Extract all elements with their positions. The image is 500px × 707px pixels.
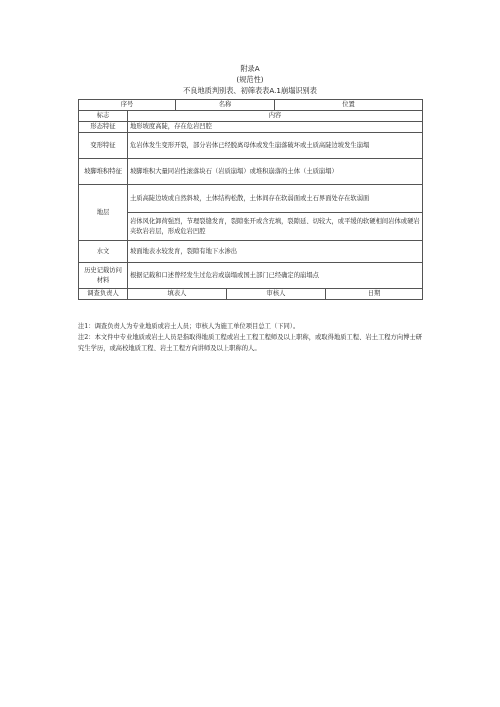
note-1: 注1：调查负责人为专业地质或岩土人员；审核人为施工单位项目总工（下同）。 bbox=[78, 323, 300, 330]
table-title: 不良地质判别表、初筛表表A.1崩塌识别表 bbox=[183, 86, 317, 95]
row-label: 历史记载访问材料 bbox=[79, 263, 128, 289]
signature-row bbox=[79, 289, 423, 300]
reviewer-label: 审核人 bbox=[227, 289, 326, 300]
notes bbox=[78, 321, 423, 354]
row-label: 水文 bbox=[79, 241, 128, 263]
row-content: 地形坡度高陡，存在危岩凹腔 bbox=[128, 122, 423, 133]
table-row bbox=[79, 263, 423, 289]
table-row bbox=[79, 241, 423, 263]
appendix-label: 附录A bbox=[240, 64, 260, 73]
flag-header: 标志 bbox=[79, 111, 128, 122]
note-2: 注2：本文件中专业地质或岩土人员是指取得地质工程或岩土工程工程师及以上职称，或取得地质工程、岩土工程方向博士研究生学历，或高校地质工程、岩土工程方向讲师及以上职称的人。 bbox=[78, 334, 423, 352]
collapse-identification-table bbox=[78, 99, 423, 300]
location-header: 位置 bbox=[275, 100, 423, 111]
table-header-row bbox=[79, 100, 423, 111]
row-label: 地层 bbox=[79, 185, 128, 241]
row-label: 坡脚堆积特征 bbox=[79, 159, 128, 185]
table-row bbox=[79, 122, 423, 133]
row-content: 危岩体发生变形开裂，部分岩体已经脱离母体或发生崩落破坏或土质高陡边坡发生崩塌 bbox=[128, 133, 423, 159]
table-row bbox=[79, 185, 423, 213]
normative-label: (规范性) bbox=[236, 75, 264, 84]
filler-label: 填表人 bbox=[128, 289, 227, 300]
row-label: 形态特征 bbox=[79, 122, 128, 133]
seq-header: 序号 bbox=[79, 100, 176, 111]
table-row bbox=[79, 159, 423, 185]
row-content: 坡脚堆积大量同岩性滚落块石（岩质崩塌）或堆积崩落的土体（土质崩塌） bbox=[128, 159, 423, 185]
name-header: 名称 bbox=[176, 100, 275, 111]
surveyor-label: 调查负责人 bbox=[79, 289, 128, 300]
row-label: 变形特征 bbox=[79, 133, 128, 159]
table-row bbox=[79, 213, 423, 241]
row-content: 根据记载和口述曾经发生过危岩或崩塌或国土部门已经确定的崩塌点 bbox=[128, 263, 423, 289]
content-header: 内容 bbox=[128, 111, 423, 122]
date-label: 日期 bbox=[326, 289, 423, 300]
row-content: 土质高陡边坡或自然斜坡，土体结构松散，土体间存在软弱面或土石界面处存在软弱面 bbox=[128, 185, 423, 213]
row-content: 岩体风化卸荷强烈，节理裂缝发育，裂隙张开或含充填，裂隙延、切较大，或平缓的软硬相间岩体或硬岩夹软岩岩层，形成危岩凹腔 bbox=[128, 213, 423, 241]
table-row bbox=[79, 133, 423, 159]
flag-content-row bbox=[79, 111, 423, 122]
document-heading bbox=[0, 63, 500, 96]
row-content: 坡面地表水较发育，裂隙有地下水渗出 bbox=[128, 241, 423, 263]
